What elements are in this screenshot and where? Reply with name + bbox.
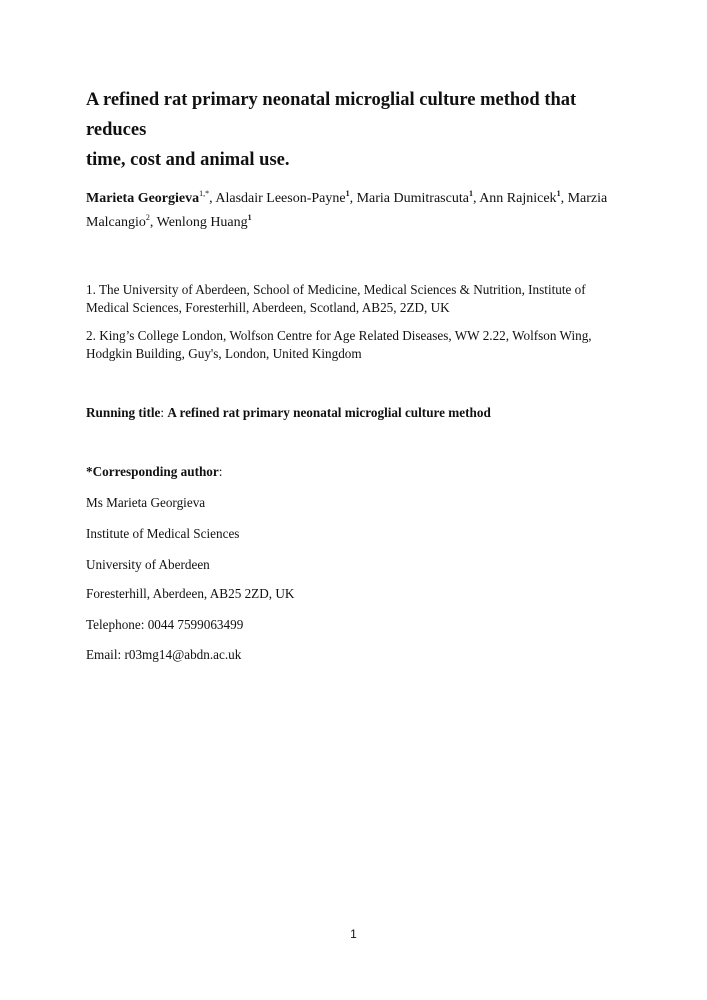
author-name: Marieta Georgieva — [86, 191, 200, 206]
corresponding-author-address: Foresterhill, Aberdeen, AB25 2ZD, UK — [86, 586, 295, 601]
author-affiliation-marker: 1 — [247, 213, 252, 222]
author-affiliation-marker: 2 — [145, 213, 150, 222]
corresponding-author-university: University of Aberdeen — [86, 557, 210, 572]
author-name: Marzia Malcangio — [86, 191, 608, 230]
paper-title-line-1: A refined rat primary neonatal microglial culture method that reduces — [86, 90, 577, 140]
author-name: Wenlong Huang — [156, 215, 248, 230]
author-affiliation-marker: 1 — [468, 189, 473, 198]
paper-title — [86, 85, 626, 175]
corresponding-author-telephone: Telephone: 0044 7599063499 — [86, 617, 244, 632]
page-number: 1 — [350, 927, 357, 941]
author-affiliation-marker: 1 — [345, 189, 350, 198]
corresponding-author-name: Ms Marieta Georgieva — [86, 495, 206, 510]
affiliation-1: 1. The University of Aberdeen, School of Medicine, Medical Sciences & Nutrition, Institute of Medical Sciences, Foresterhill, Aberdeen, Scotland, AB25, 2ZD, UK — [86, 282, 586, 315]
affiliation-2: 2. King’s College London, Wolfson Centre for Age Related Diseases, WW 2.22, Wolfson Wing, Hodgkin Building, Guy's, London, United Kingdom — [86, 328, 592, 361]
author-name: Ann Rajnicek — [479, 191, 557, 206]
running-title: Running title: A refined rat primary neonatal microglial culture method — [86, 405, 491, 420]
author-affiliation-marker: 1,* — [199, 189, 210, 198]
running-title-text: A refined rat primary neonatal microglial culture method — [167, 405, 491, 420]
corresponding-author-label: *Corresponding author: — [86, 464, 223, 479]
author-affiliation-marker: 1 — [556, 189, 561, 198]
author-name: Maria Dumitrascuta — [356, 191, 469, 206]
author-name: Alasdair Leeson-Payne — [215, 191, 346, 206]
author-list: Marieta Georgieva$^{1,*}$, Alasdair Leeson-Payne$^1$, Maria Dumitrascuta$^1$, Ann Rajnicek$^1$, Marzia Malcangio$^2$, Wenlong Huang$^1$ — [86, 189, 608, 230]
paper-title-line-2: time, cost and animal use. — [86, 150, 290, 170]
corresponding-author-email: Email: r03mg14@abdn.ac.uk — [86, 647, 242, 662]
running-title-label: Running title — [86, 405, 161, 420]
corresponding-author-institute: Institute of Medical Sciences — [86, 526, 240, 541]
